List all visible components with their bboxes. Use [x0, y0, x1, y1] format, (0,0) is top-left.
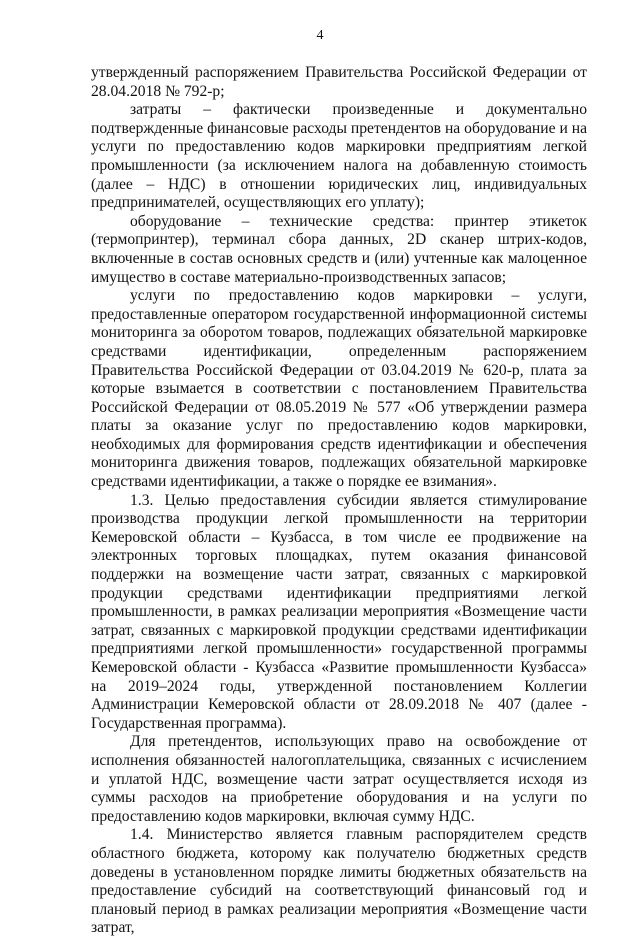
paragraph-section-1-4: 1.4. Министерство является главным распорядителем средств областного бюджета, которому как получателю бюджетных средств доведены в установленном порядке лимиты бюджетных обязательств на предоставление субсидий на соответствующий финансовый год и плановый период в рамках реализации мероприятия «Возмещение части затрат,	[91, 826, 587, 937]
page-number: 4	[316, 28, 324, 43]
paragraph-section-1-3: 1.3. Целью предоставления субсидии является стимулирование производства продукции легкой промышленности на территории Кемеровской области – Кузбасса, в том числе ее продвижение на электронных торговых площадках, путем оказания финансовой поддержки на возмещение части затрат, связанных с маркировкой продукции средствами идентификации предприятиями легкой промышленности, в рамках реализации мероприятия «Возмещение части затрат, связанных с маркировкой продукции средствами идентификации предприятиями легкой промышленности» государственной программы Кемеровской области - Кузбасса «Развитие промышленности Кузбасса» на 2019–2024 годы, утвержденной постановлением Коллегии Администрации Кемеровской области от 28.09.2018 № 407 (далее - Государственная программа).	[91, 491, 587, 732]
document-body	[91, 64, 587, 938]
paragraph-definition-costs: затраты – фактически произведенные и документально подтвержденные финансовые расходы претендентов на оборудование и на услуги по предоставлению кодов маркировки предприятиям легкой промышленности (за исключением налога на добавленную стоимость (далее – НДС) в отношении юридических лиц, индивидуальных предпринимателей, осуществляющих его уплату);	[91, 101, 587, 212]
paragraph-vat-exemption: Для претендентов, использующих право на освобождение от исполнения обязанностей налогоплательщика, связанных с исчислением и уплатой НДС, возмещение части затрат осуществляется исходя из суммы расходов на приобретение оборудования и на услуги по предоставлению кодов маркировки, включая сумму НДС.	[91, 733, 587, 825]
paragraph-definition-equipment: оборудование – технические средства: принтер этикеток (термопринтер), терминал сбора данных, 2D сканер штрих-кодов, включенные в состав основных средств и (или) учтенные как малоценное имущество в составе материально-производственных запасов;	[91, 212, 587, 286]
paragraph-definition-marking-services: услуги по предоставлению кодов маркировки – услуги, предоставленные оператором государственной информационной системы мониторинга за оборотом товаров, подлежащих обязательной маркировке средствами идентификации, определенным распоряжением Правительства Российской Федерации от 03.04.2019 № 620-р, плата за которые взымается в соответствии с постановлением Правительства Российской Федерации от 08.05.2019 № 577 «Об утверждении размера платы за оказание услуг по предоставлению кодов маркировки, необходимых для формирования средств идентификации и обеспечения мониторинга движения товаров, подлежащих обязательной маркировке средствами идентификации, а также о порядке ее взимания».	[91, 287, 587, 491]
paragraph-definition-continuation: утвержденный распоряжением Правительства Российской Федерации от 28.04.2018 № 792-р;	[91, 64, 587, 100]
